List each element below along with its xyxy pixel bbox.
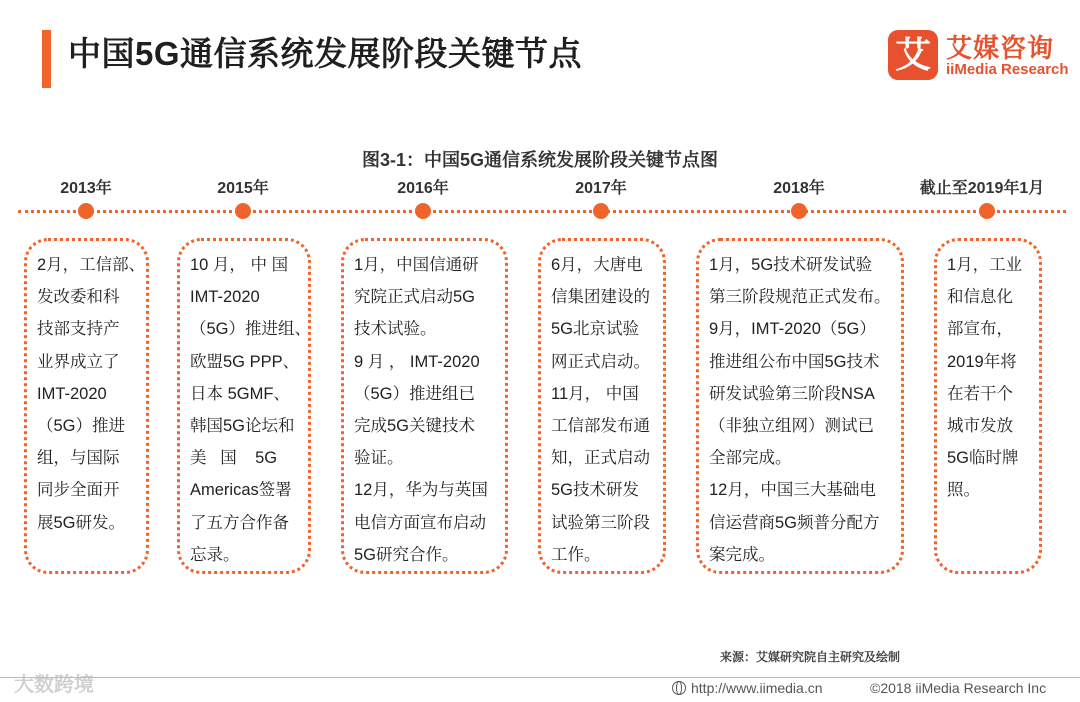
title-accent-bar — [42, 30, 51, 88]
card-text-line: 城市发放 — [947, 417, 1013, 436]
card-text-line: 日本 5GMF、 — [190, 384, 290, 403]
card-text-line: 发改委和科 — [37, 288, 120, 307]
card-text-line: （5G）推进 — [37, 417, 126, 436]
card-text-line: 信集团建设的 — [551, 288, 650, 307]
card-text-line: 11月， 中国 — [551, 384, 639, 403]
timeline-year: 2013年 — [60, 180, 112, 197]
card-text-line: 验证。 — [354, 449, 404, 468]
card-text-line: 1月，5G技术研发试验 — [709, 256, 873, 274]
logo-cn-text: 艾媒咨询 — [946, 33, 1055, 63]
card-text-line: 韩国5G论坛和 — [190, 417, 295, 436]
timeline-year: 2016年 — [397, 180, 449, 197]
card-text-line: （5G）推进组、 — [190, 320, 312, 339]
timeline-year: 2017年 — [575, 180, 627, 197]
timeline-dot — [979, 203, 995, 219]
page-title: 中国5G通信系统发展阶段关键节点 — [68, 35, 583, 72]
footer-copyright: ©2018 iiMedia Research Inc — [870, 680, 1047, 696]
timeline-line — [18, 210, 1066, 213]
card-text-line: 第三阶段规范正式发布。 — [709, 288, 891, 307]
card-text-line: 在若干个 — [947, 384, 1013, 403]
globe-icon — [672, 681, 686, 695]
logo-en-text: iiMedia Research — [946, 61, 1069, 78]
figure-title: 图3-1：中国5G通信系统发展阶段关键节点图 — [361, 150, 719, 170]
card-text-line: 展5G研发。 — [37, 513, 126, 532]
card-text-line: 工作。 — [551, 545, 601, 564]
timeline-dot — [791, 203, 807, 219]
card-text-line: 9月，IMT-2020（5G） — [709, 320, 876, 339]
card-text-line: 1月，中国信通研 — [354, 256, 479, 274]
card-text-line: IMT-2020 — [190, 288, 260, 307]
milestone-card-2017 — [538, 238, 666, 574]
timeline-dot — [415, 203, 431, 219]
card-text-line: 忘录。 — [190, 545, 240, 564]
timeline-year: 2015年 — [217, 180, 269, 197]
card-text-line: 12月，中国三大基础电 — [709, 481, 876, 500]
card-text-line: 5G北京试验 — [551, 320, 640, 339]
card-text-line: 6月，大唐电 — [551, 256, 643, 274]
milestone-card-2019 — [934, 238, 1042, 574]
timeline-year: 2018年 — [773, 180, 825, 197]
card-text-line: 知，正式启动 — [551, 449, 650, 468]
timeline-dot — [235, 203, 251, 219]
card-text-line: 网正式启动。 — [551, 352, 650, 371]
source-note: 来源：艾媒研究院自主研究及绘制 — [720, 650, 901, 664]
card-text-line: 5G技术研发 — [551, 481, 640, 500]
timeline-year: 截止至2019年1月 — [919, 180, 1045, 197]
card-text-line: 组，与国际 — [37, 449, 120, 468]
milestone-card-2015 — [177, 238, 311, 574]
card-text-line: 5G研究合作。 — [354, 545, 459, 564]
card-text-line: 2月，工信部、 — [37, 256, 146, 274]
card-text-line: 1月，工业 — [947, 256, 1023, 274]
card-text-line: 推进组公布中国5G技术 — [709, 352, 880, 371]
card-text-line: 欧盟5G PPP、 — [190, 352, 300, 371]
card-text-line: 究院正式启动5G — [354, 288, 476, 307]
milestone-card-2016 — [341, 238, 508, 574]
timeline-dot — [78, 203, 94, 219]
card-text-line: 电信方面宣布启动 — [354, 513, 486, 532]
card-text-line: （非独立组网）测试已 — [709, 417, 874, 436]
milestone-card-2018 — [696, 238, 904, 574]
card-text-line: 业界成立了 — [37, 352, 120, 371]
card-text-line: 12月，华为与英国 — [354, 481, 488, 500]
card-text-line: 技部支持产 — [37, 320, 120, 339]
card-text-line: 信运营商5G频普分配方 — [709, 513, 880, 532]
card-text-line: 案完成。 — [709, 545, 775, 564]
card-text-line: 工信部发布通 — [551, 417, 650, 436]
card-text-line: 美 国 5G — [190, 449, 278, 468]
card-text-line: 部宣布， — [947, 320, 1013, 339]
card-text-line: （5G）推进组已 — [354, 384, 476, 403]
milestone-card-2013 — [24, 238, 149, 574]
card-text-line: 研发试验第三阶段NSA — [709, 384, 875, 403]
card-text-line: Americas签署 — [190, 481, 292, 500]
card-text-line: 全部完成。 — [709, 449, 792, 468]
card-text-line: 完成5G关键技术 — [354, 417, 476, 436]
card-text-line: 试验第三阶段 — [551, 513, 650, 532]
card-text-line: 2019年将 — [947, 352, 1017, 371]
card-text-line: 和信息化 — [947, 288, 1013, 307]
iimedia-logo — [888, 30, 1068, 82]
card-text-line: 10 月， 中 国 — [190, 256, 289, 274]
card-text-line: 了五方合作备 — [190, 513, 289, 532]
card-text-line: IMT-2020 — [37, 384, 107, 403]
footer-url-text[interactable]: http://www.iimedia.cn — [691, 680, 823, 696]
card-text-line: 9 月 ， IMT-2020 — [354, 352, 480, 371]
card-text-line: 同步全面开 — [37, 481, 120, 500]
footer-url[interactable] — [672, 680, 823, 696]
logo-mark-icon: 艾 — [888, 30, 938, 80]
watermark: 大数跨境 — [14, 674, 94, 696]
card-text-line: 照。 — [947, 481, 980, 500]
timeline-dot — [593, 203, 609, 219]
card-text-line: 5G临时牌 — [947, 449, 1019, 468]
footer-divider — [0, 677, 1080, 678]
card-text-line: 技术试验。 — [354, 320, 437, 339]
